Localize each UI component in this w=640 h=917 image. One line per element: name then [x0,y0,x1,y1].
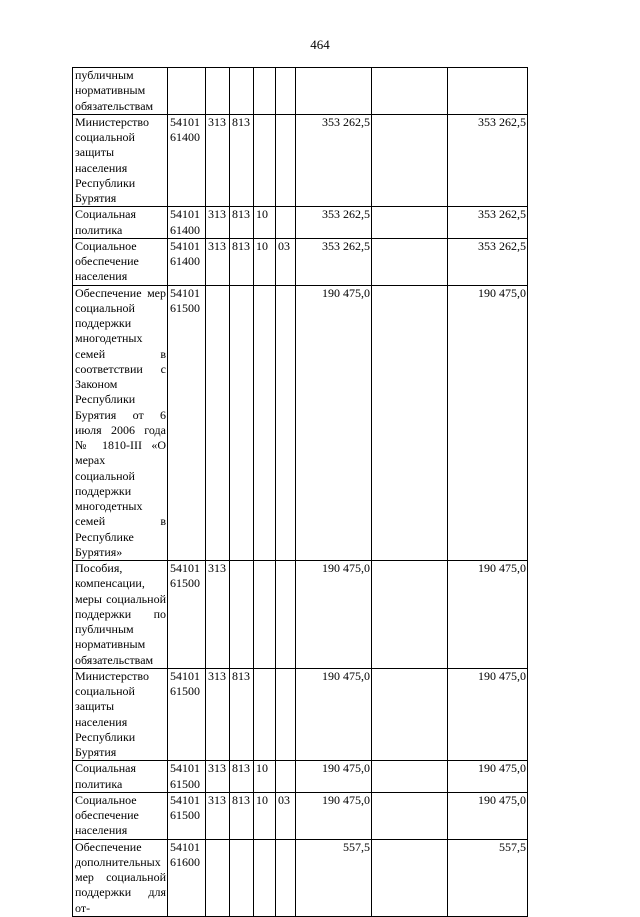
row-c3-cell [254,285,276,561]
row-empty-cell [372,561,448,669]
row-empty-cell [372,68,448,115]
row-c2-cell: 813 [230,668,254,761]
row-code-cell: 54101 61500 [168,792,206,839]
table-row [73,68,528,115]
row-c1-cell [206,285,230,561]
row-c3-cell: 10 [254,761,276,793]
row-c1-cell: 313 [206,761,230,793]
row-sum1-cell: 353 262,5 [296,207,372,239]
row-code-cell: 54101 61400 [168,114,206,207]
row-sum1-cell: 190 475,0 [296,285,372,561]
row-empty-cell [372,761,448,793]
row-c1-cell: 313 [206,561,230,669]
table-row [73,285,528,561]
row-empty-cell [372,207,448,239]
row-code-cell: 54101 61500 [168,668,206,761]
row-empty-cell [372,285,448,561]
row-c1-cell: 313 [206,792,230,839]
row-code-cell [168,68,206,115]
row-code-cell: 54101 61400 [168,238,206,285]
row-code-cell: 54101 61400 [168,207,206,239]
row-code-cell: 54101 61500 [168,561,206,669]
row-name-cell: публичным нормативным обязательствам [73,68,168,115]
row-c2-cell [230,285,254,561]
row-c4-cell [276,68,296,115]
row-sum2-cell: 190 475,0 [448,668,528,761]
row-name-cell: Социальная политика [73,761,168,793]
row-sum1-cell [296,68,372,115]
row-sum2-cell: 353 262,5 [448,238,528,285]
row-sum1-cell: 190 475,0 [296,761,372,793]
page-number: 464 [310,37,330,52]
row-c3-cell: 10 [254,207,276,239]
row-c3-cell [254,114,276,207]
row-name-cell: Министерство социальной защиты населения Республики Бурятия [73,114,168,207]
row-name-cell: Социальное обеспечение населения [73,792,168,839]
row-c2-cell [230,68,254,115]
row-sum2-cell [448,68,528,115]
row-c1-cell: 313 [206,668,230,761]
row-c3-cell [254,68,276,115]
row-empty-cell [372,238,448,285]
row-empty-cell [372,114,448,207]
row-c3-cell: 10 [254,238,276,285]
row-sum2-cell: 190 475,0 [448,561,528,669]
row-c3-cell: 10 [254,792,276,839]
row-c1-cell [206,68,230,115]
row-sum2-cell: 190 475,0 [448,761,528,793]
budget-table [72,67,528,917]
row-code-cell: 54101 61600 [168,839,206,916]
row-name-cell: Обеспечение дополнительных мер социальной поддержки для от- [73,839,168,916]
row-c2-cell: 813 [230,792,254,839]
row-sum1-cell: 353 262,5 [296,114,372,207]
table-row [73,761,528,793]
row-c4-cell [276,668,296,761]
row-c4-cell [276,114,296,207]
row-sum2-cell: 353 262,5 [448,114,528,207]
row-c2-cell: 813 [230,207,254,239]
table-row [73,238,528,285]
row-code-cell: 54101 61500 [168,761,206,793]
row-c1-cell: 313 [206,114,230,207]
row-c3-cell [254,668,276,761]
row-sum1-cell: 190 475,0 [296,668,372,761]
row-sum1-cell: 190 475,0 [296,561,372,669]
table-row [73,668,528,761]
row-name-cell: Пособия, компенсации, меры социальной поддержки по публичным нормативным обязательствам [73,561,168,669]
row-sum2-cell: 190 475,0 [448,792,528,839]
row-name-cell: Министерство социальной защиты населения Республики Бурятия [73,668,168,761]
row-code-cell: 54101 61500 [168,285,206,561]
row-sum2-cell: 557,5 [448,839,528,916]
row-c4-cell: 03 [276,792,296,839]
row-name-cell: Социальная политика [73,207,168,239]
row-name-cell: Обеспечение мер социальной поддержки многодетных семей в соответствии с Законом Республики Бурятия от 6 июля 2006 года № 1810-III «О мерах социальной поддержки многодетных семей в Республике Бурятия» [73,285,168,561]
row-sum1-cell: 557,5 [296,839,372,916]
table-row [73,792,528,839]
row-sum1-cell: 353 262,5 [296,238,372,285]
row-c2-cell: 813 [230,114,254,207]
row-empty-cell [372,668,448,761]
row-c1-cell: 313 [206,238,230,285]
row-name-cell: Социальное обеспечение населения [73,238,168,285]
row-c4-cell [276,561,296,669]
row-c2-cell: 813 [230,761,254,793]
row-c1-cell: 313 [206,207,230,239]
table-row [73,207,528,239]
row-c4-cell [276,285,296,561]
row-c4-cell: 03 [276,238,296,285]
row-c4-cell [276,761,296,793]
row-sum1-cell: 190 475,0 [296,792,372,839]
table-row [73,114,528,207]
row-c4-cell [276,207,296,239]
row-c2-cell [230,561,254,669]
row-c3-cell [254,561,276,669]
row-sum2-cell: 353 262,5 [448,207,528,239]
table-row [73,561,528,669]
row-c2-cell: 813 [230,238,254,285]
row-sum2-cell: 190 475,0 [448,285,528,561]
row-empty-cell [372,792,448,839]
